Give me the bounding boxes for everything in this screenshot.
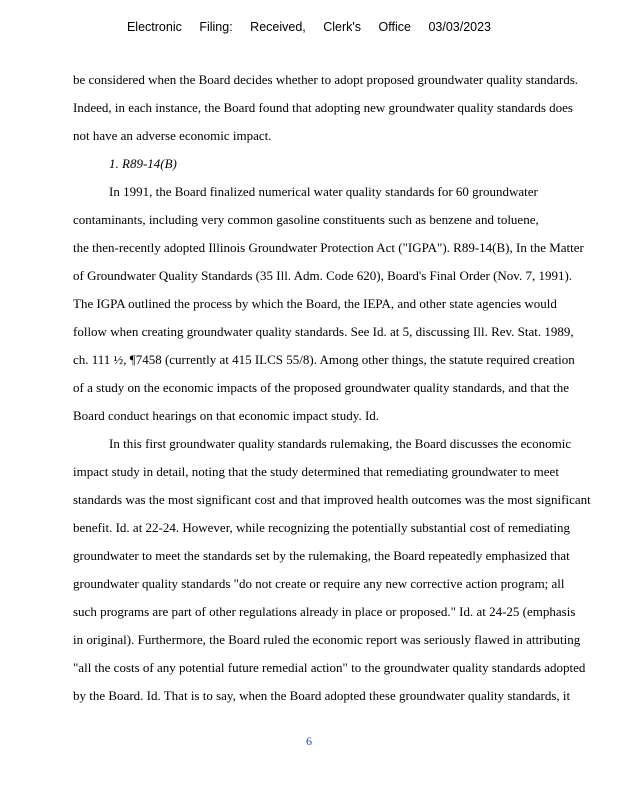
body-text-line: ch. 111 ½, ¶7458 (currently at 415 ILCS 55/8). Among other things, the statute required creation [73,352,575,367]
body-text-line: "all the costs of any potential future remedial action" to the groundwater quality standards adopted [73,660,586,675]
filing-stamp-header [0,20,618,34]
header-word-filing: Filing: [199,20,233,34]
header-date: 03/03/2023 [428,20,492,34]
body-text-line: not have an adverse economic impact. [73,128,272,143]
body-text-line: standards was the most significant cost and that improved health outcomes was the most significant [73,492,591,507]
body-text-line: In this first groundwater quality standards rulemaking, the Board discusses the economic [109,436,572,451]
document-body [73,66,591,710]
header-word-clerks: Clerk's [323,20,362,34]
header-word-office: Office [378,20,411,34]
body-text-line: in original). Furthermore, the Board ruled the economic report was seriously flawed in attributing [73,632,581,647]
body-text-line: groundwater quality standards "do not create or require any new corrective action program; all [73,576,565,591]
body-text-line: by the Board. Id. That is to say, when the Board adopted these groundwater quality standards, it [73,688,571,703]
body-text-line: impact study in detail, noting that the study determined that remediating groundwater to meet [73,464,559,479]
body-text-line: Board conduct hearings on that economic impact study. Id. [73,408,380,423]
body-text-line: of a study on the economic impacts of the proposed groundwater quality standards, and that the [73,380,570,395]
body-text-line: be considered when the Board decides whether to adopt proposed groundwater quality standards. [73,72,579,87]
body-text-line: Indeed, in each instance, the Board found that adopting new groundwater quality standards does [73,100,573,115]
body-text-line: of Groundwater Quality Standards (35 Ill. Adm. Code 620), Board's Final Order (Nov. 7, 1991). [73,268,573,283]
body-text-line: In 1991, the Board finalized numerical water quality standards for 60 groundwater [109,184,538,199]
body-text-line: such programs are part of other regulations already in place or proposed." Id. at 24-25 (emphasis [73,604,576,619]
section-heading: 1. R89-14(B) [109,156,177,171]
body-text-line: The IGPA outlined the process by which the Board, the IEPA, and other state agencies would [73,296,557,311]
header-word-received: Received, [250,20,306,34]
body-text-line: benefit. Id. at 22-24. However, while recognizing the potentially substantial cost of remediating [73,520,570,535]
body-text-line: contaminants, including very common gasoline constituents such as benzene and toluene, [73,212,539,227]
body-text-line: the then-recently adopted Illinois Groundwater Protection Act ("IGPA"). R89-14(B), In the Matter [73,240,584,255]
body-text-line: follow when creating groundwater quality standards. See Id. at 5, discussing Ill. Rev. Stat. 1989, [73,324,574,339]
body-text-line: groundwater to meet the standards set by the rulemaking, the Board repeatedly emphasized that [73,548,570,563]
page-number: 6 [306,734,312,748]
header-word-electronic: Electronic [126,20,182,34]
